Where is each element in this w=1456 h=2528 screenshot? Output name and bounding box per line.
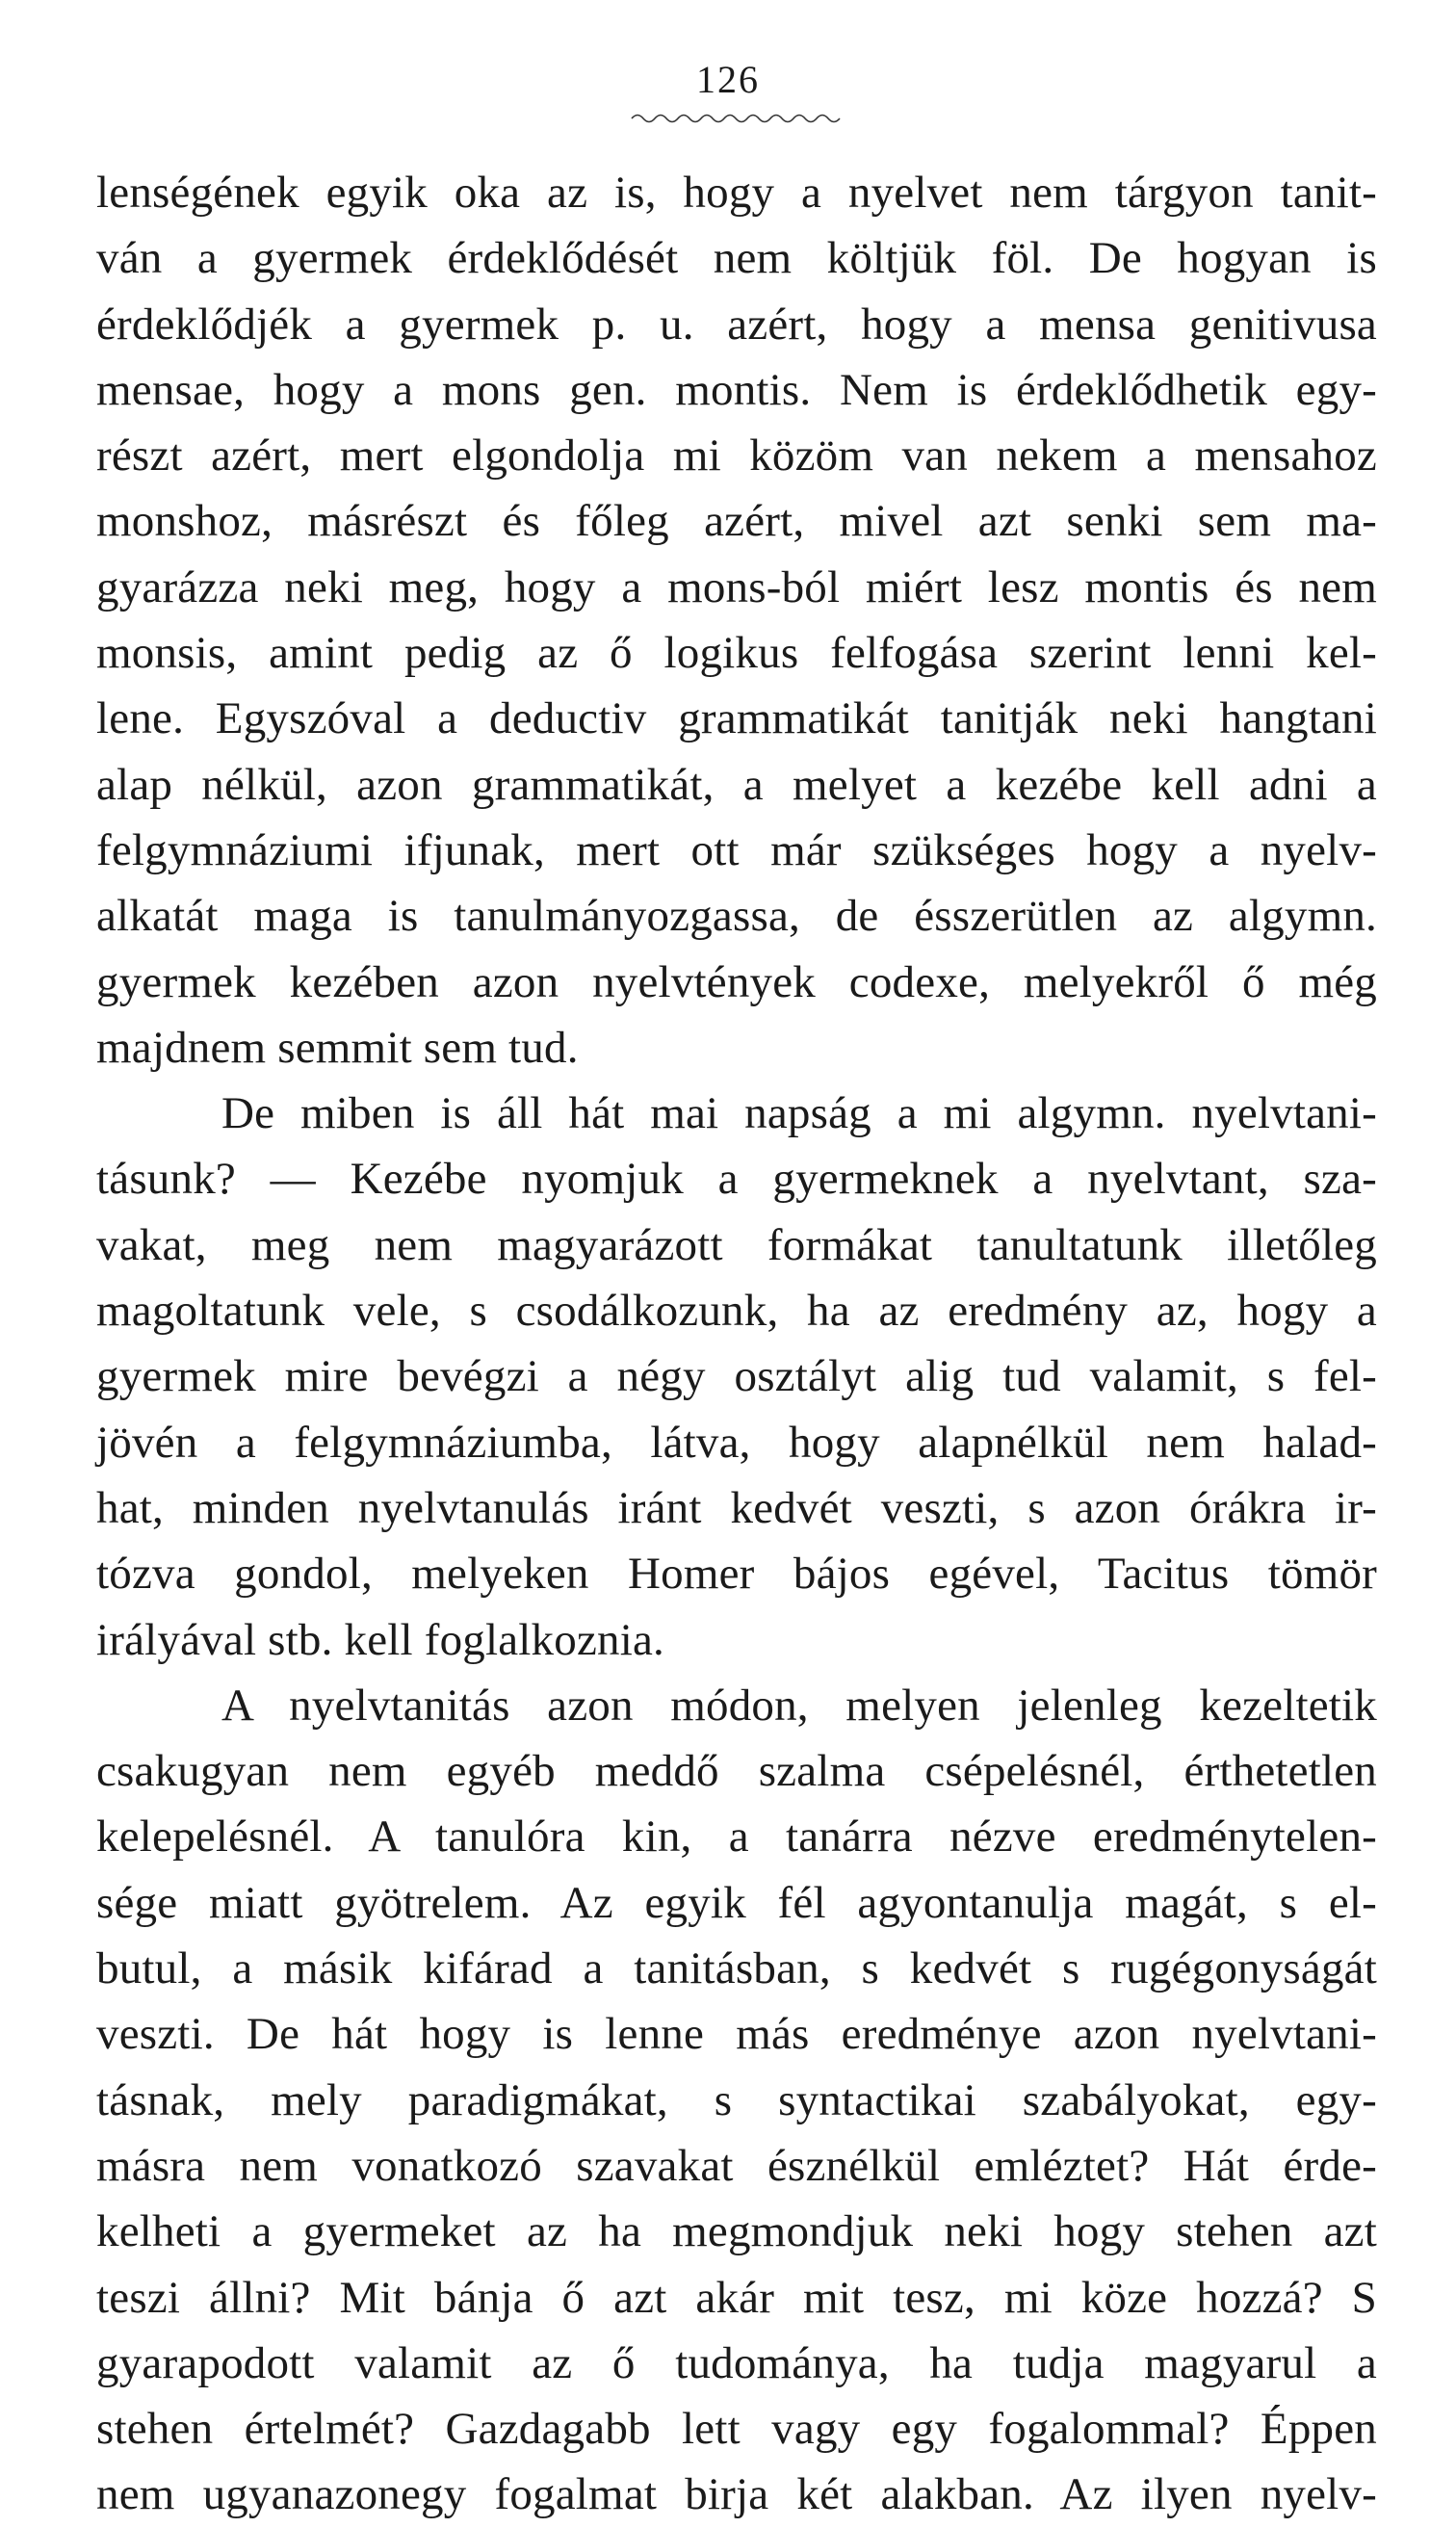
text-line: tásunk? — Kezébe nyomjuk a gyermeknek a nyelvtant, sza- xyxy=(96,1154,1377,1205)
paragraph-start-line: A nyelvtanitás azon módon, melyen jelenleg kezeltetik xyxy=(221,1680,1377,1731)
text-line: nem ugyanazonegy fogalmat birja két alakban. Az ilyen nyelv- xyxy=(96,2469,1377,2520)
page-number: 126 xyxy=(696,58,760,101)
text-line: teszi állni? Mit bánja ő azt akár mit tesz, mi köze hozzá? S xyxy=(96,2272,1377,2323)
text-line: jövén a felgymnáziumba, látva, hogy alapnélkül nem halad- xyxy=(96,1417,1377,1468)
text-line: kelheti a gyermeket az ha megmondjuk neki hogy stehen azt xyxy=(96,2206,1377,2257)
text-line: részt azért, mert elgondolja mi közöm van nekem a mensahoz xyxy=(96,430,1377,482)
text-line: lenségének egyik oka az is, hogy a nyelvet nem tárgyon tanit- xyxy=(96,168,1377,218)
text-line: butul, a másik kifárad a tanitásban, s kedvét s rugégonyságát xyxy=(96,1943,1377,1994)
body-text xyxy=(96,160,1377,2528)
text-line: vakat, meg nem magyarázott formákat tanultatunk illetőleg xyxy=(96,1219,1377,1270)
text-line: monshoz, másrészt és főleg azért, mivel azt senki sem ma- xyxy=(96,496,1377,547)
text-line: monsis, amint pedig az ő logikus felfogása szerint lenni kel- xyxy=(96,628,1377,679)
text-line: veszti. De hát hogy is lenne más eredménye azon nyelvtani- xyxy=(96,2009,1377,2060)
text-line: hat, minden nyelvtanulás iránt kedvét veszti, s azon órákra ir- xyxy=(96,1482,1377,1533)
text-line: tózva gondol, melyeken Homer bájos egével, Tacitus tömör xyxy=(96,1549,1377,1600)
text-line: tásnak, mely paradigmákat, s syntactikai szabályokat, egy- xyxy=(96,2074,1377,2125)
text-line: irályával stb. kell foglalkoznia. xyxy=(96,1614,664,1665)
text-line: csakugyan nem egyéb meddő szalma csépelésnél, érthetetlen xyxy=(96,1746,1377,1797)
text-line: gyarapodott valamit az ő tudománya, ha tudja magyarul a xyxy=(96,2337,1377,2388)
text-line: alkatát maga is tanulmányozgassa, de ésszerütlen az algymn. xyxy=(96,891,1377,942)
text-line: másra nem vonatkozó szavakat észnélkül emléztet? Hát érde- xyxy=(96,2140,1377,2191)
text-line: lene. Egyszóval a deductiv grammatikát tanitják neki hangtani xyxy=(96,693,1377,744)
paragraph-start-line: De miben is áll hát mai napság a mi algymn. nyelvtani- xyxy=(221,1088,1377,1139)
text-line: alap nélkül, azon grammatikát, a melyet a kezébe kell adni a xyxy=(96,759,1377,810)
ornament-divider xyxy=(630,110,844,127)
text-line: majdnem semmit sem tud. xyxy=(96,1022,579,1073)
text-line: felgymnáziumi ifjunak, mert ott már szükséges hogy a nyelv- xyxy=(96,824,1377,875)
text-line: érdeklődjék a gyermek p. u. azért, hogy a mensa genitivusa xyxy=(96,299,1377,350)
text-line: gyermek mire bevégzi a négy osztályt alig tud valamit, s fel- xyxy=(96,1351,1377,1402)
text-line: gyarázza neki meg, hogy a mons-ból miért lesz montis és nem xyxy=(96,561,1377,612)
text-line: gyermek kezében azon nyelvtények codexe, melyekről ő még xyxy=(96,956,1377,1007)
text-line: stehen értelmét? Gazdagabb lett vagy egy fogalommal? Éppen xyxy=(96,2404,1377,2455)
text-line: sége miatt gyötrelem. Az egyik fél agyontanulja magát, s el- xyxy=(96,1877,1377,1928)
text-line: mensae, hogy a mons gen. montis. Nem is érdeklődhetik egy- xyxy=(96,364,1377,415)
text-line: ván a gyermek érdeklődését nem költjük föl. De hogyan is xyxy=(96,233,1377,284)
text-line: magoltatunk vele, s csodálkozunk, ha az eredmény az, hogy a xyxy=(96,1286,1377,1337)
text-line: kelepelésnél. A tanulóra kin, a tanárra nézve eredménytelen- xyxy=(96,1811,1377,1863)
